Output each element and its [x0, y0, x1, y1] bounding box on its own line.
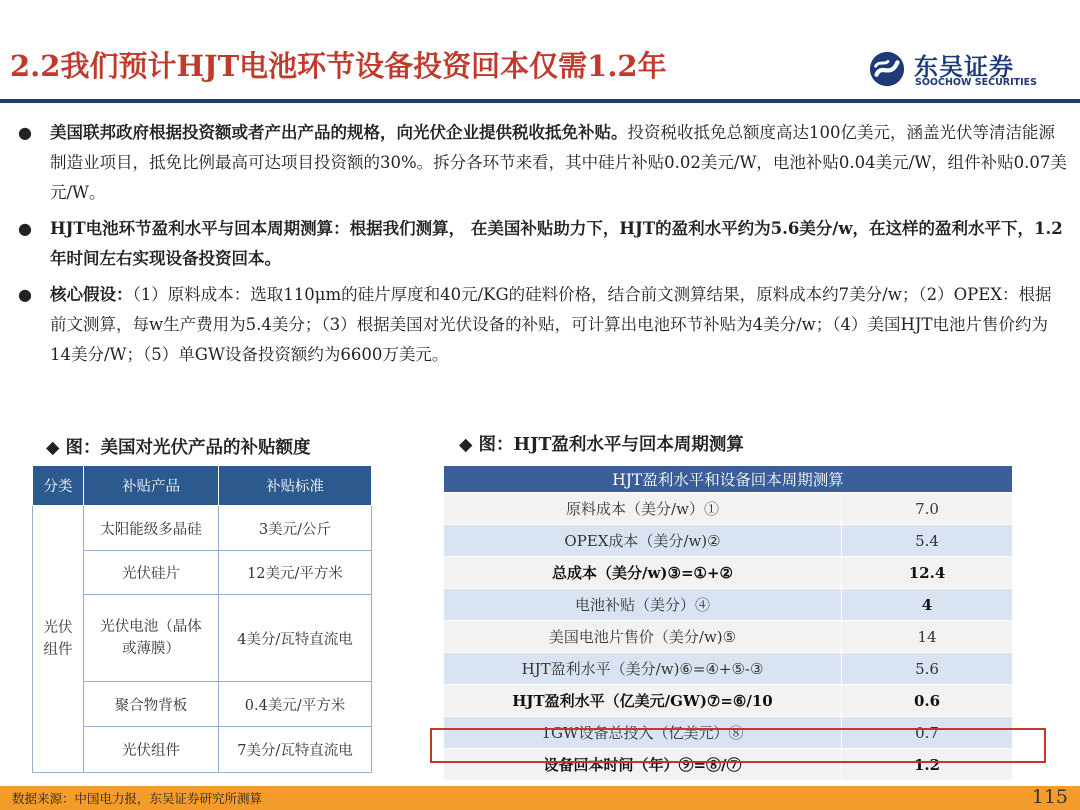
value-cell: 0.6 — [842, 685, 1013, 717]
label-cell: HJT盈利水平（亿美元/GW)⑦=⑥/10 — [444, 685, 842, 717]
product-cell: 太阳能级多晶硅 — [84, 506, 219, 551]
table-header-row — [444, 466, 1013, 493]
highlight-box — [430, 728, 1046, 763]
page-title: 2.2我们预计HJT电池环节设备投资回本仅需1.2年 — [10, 49, 667, 83]
subsidy-table — [32, 465, 372, 773]
table-row — [444, 525, 1013, 557]
standard-cell: 7美分/瓦特直流电 — [219, 727, 372, 773]
column-header: 补贴产品 — [84, 466, 219, 506]
bullet-item — [18, 214, 1068, 274]
bullet-text: 投资税收抵免总额度高达100亿美元，涵盖光伏等清洁能源制造业项目，抵免比例最高可达项目投资额的30%。拆分各环节来看，其中硅片补贴0.02美元/W，电池补贴0.04美元/W，组件补贴0.07美元/W。 — [50, 123, 1067, 202]
product-cell — [84, 595, 219, 682]
bullet-dot-icon: ● — [18, 219, 32, 238]
table-row — [444, 621, 1013, 653]
label-cell: OPEX成本（美分/w)② — [444, 525, 842, 557]
bullet-item — [18, 280, 1068, 370]
value-cell: 5.4 — [842, 525, 1013, 557]
footer-bar — [0, 786, 1080, 810]
product-label: 光伏电池（晶体或薄膜） — [100, 619, 202, 657]
table-row — [33, 506, 372, 551]
label-cell: HJT盈利水平（美分/w)⑥=④+⑤-③ — [444, 653, 842, 685]
value-cell: 1.2 — [842, 749, 1013, 781]
value-cell: 5.6 — [842, 653, 1013, 685]
product-cell: 光伏组件 — [84, 727, 219, 773]
standard-cell: 3美元/公斤 — [219, 506, 372, 551]
label-cell: 设备回本时间（年）⑨=⑧/⑦ — [444, 749, 842, 781]
table-header-row — [33, 466, 372, 506]
value-cell: 14 — [842, 621, 1013, 653]
table-row — [444, 493, 1013, 525]
header-divider — [0, 99, 1080, 103]
value-cell: 4 — [842, 589, 1013, 621]
right-table-caption: ◆ 图：HJT盈利水平与回本周期测算 — [459, 435, 744, 455]
left-table-caption: ◆ 图：美国对光伏产品的补贴额度 — [46, 438, 311, 458]
bullet-bold-text: 美国联邦政府根据投资额或者产出产品的规格，向光伏企业提供税收抵免补贴。 — [50, 123, 628, 142]
value-cell: 12.4 — [842, 557, 1013, 589]
bullet-list — [18, 118, 1068, 376]
brand-logo — [868, 48, 1038, 92]
label-cell: 电池补贴（美分）④ — [444, 589, 842, 621]
table-row — [33, 551, 372, 595]
table-row — [444, 685, 1013, 717]
value-cell: 0.7 — [842, 717, 1013, 749]
soochow-logo-icon — [868, 50, 906, 88]
standard-cell: 12美元/平方米 — [219, 551, 372, 595]
product-cell: 聚合物背板 — [84, 682, 219, 727]
logo-chinese-name: 东吴证券 — [914, 53, 1014, 81]
column-header: 补贴标准 — [219, 466, 372, 506]
standard-cell: 0.4美元/平方米 — [219, 682, 372, 727]
bullet-dot-icon: ● — [18, 123, 32, 142]
table-row — [444, 589, 1013, 621]
table-row — [33, 595, 372, 682]
category-label: 光伏组件 — [43, 620, 73, 658]
label-cell: 原料成本（美分/w）① — [444, 493, 842, 525]
bullet-bold-text: HJT电池环节盈利水平与回本周期测算：根据我们测算， 在美国补贴助力下，HJT的盈利水平约为5.6美分/w，在这样的盈利水平下，1.2年时间左右实现设备投资回本。 — [50, 219, 1063, 268]
bullet-item — [18, 118, 1068, 208]
label-cell: 1GW设备总投入（亿美元）⑧ — [444, 717, 842, 749]
product-cell: 光伏硅片 — [84, 551, 219, 595]
value-cell: 7.0 — [842, 493, 1013, 525]
table-row — [444, 557, 1013, 589]
bullet-text: （1）原料成本：选取110μm的硅片厚度和40元/KG的硅料价格，结合前文测算结果，原料成本约7美分/w；（2）OPEX：根据前文测算，每w生产费用为5.4美分；（3）根据美国对光伏设备的补贴，可计算出电池环节补贴为4美分/w；（4）美国HJT电池片售价约为14美分/W；（5）单GW设备投资额约为6600万美元。 — [50, 285, 1052, 364]
bullet-bold-text: 核心假设： — [50, 285, 133, 304]
category-cell — [33, 506, 84, 773]
table-row — [33, 727, 372, 773]
column-header: 分类 — [33, 466, 84, 506]
label-cell: 总成本（美分/w)③=①+② — [444, 557, 842, 589]
data-source: 数据来源：中国电力报，东吴证券研究所测算 — [12, 791, 263, 806]
bullet-dot-icon: ● — [18, 285, 32, 304]
label-cell: 美国电池片售价（美分/w)⑤ — [444, 621, 842, 653]
table-row — [444, 653, 1013, 685]
table-header: HJT盈利水平和设备回本周期测算 — [444, 466, 1013, 493]
standard-cell: 4美分/瓦特直流电 — [219, 595, 372, 682]
table-row — [33, 682, 372, 727]
logo-english-name: SOOCHOW SECURITIES — [915, 77, 1037, 88]
page-number: 115 — [1031, 786, 1068, 808]
